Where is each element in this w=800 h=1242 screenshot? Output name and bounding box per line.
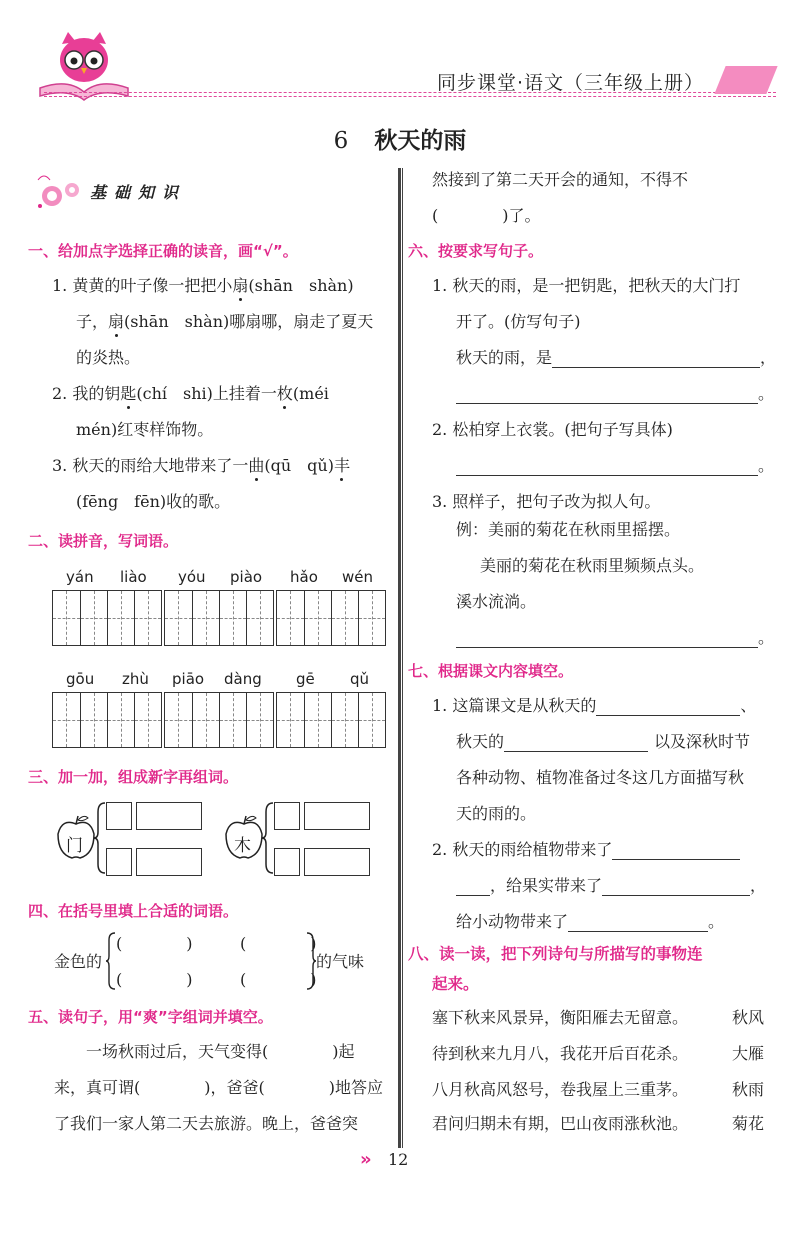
s6-q3-sentence: 溪水流淌。 [456, 592, 537, 611]
s6-q1-line-1: 1. 秋天的雨，是一把钥匙，把秋天的大门打 [432, 276, 741, 295]
section-4-title: 四、在括号里填上合适的词语。 [28, 902, 239, 920]
poem-3: 八月秋高风怒号，卷我屋上三重茅。 [432, 1080, 689, 1099]
right-brace-icon [306, 932, 316, 990]
s6-q1-answer-2 [456, 384, 774, 404]
writing-grid-6[interactable] [276, 692, 386, 748]
pinyin-gou: gōu [66, 670, 95, 688]
pinyin-piao2: piāo [172, 670, 205, 688]
s7-q2-b-post: ，给果实带来了 [490, 876, 603, 895]
blank-box-1a[interactable] [106, 802, 132, 830]
s6-q1-blank[interactable] [552, 351, 760, 368]
s1-line-5: mén)红枣样饰物。 [76, 420, 214, 439]
s6-q1-period: 。 [758, 384, 775, 403]
s4-paren-4: ( ) [240, 970, 317, 989]
s7-q2-blank-2[interactable] [456, 879, 490, 896]
s1-line-2: 子，扇(shān shàn)哪扇哪，扇走了夏天 [76, 312, 374, 331]
writing-grid-2[interactable] [164, 590, 274, 646]
flower-decoration-icon [30, 166, 90, 216]
blank-box-3b[interactable] [304, 802, 370, 830]
s6-q1-blank-2[interactable] [456, 387, 758, 404]
section-8-title-1: 八、读一读，把下列诗句与所描写的事物连 [408, 945, 703, 963]
lesson-number: 6 [333, 128, 349, 154]
pinyin-qu: qǔ [350, 670, 370, 688]
thing-wild-goose[interactable]: 大雁 [732, 1044, 765, 1063]
header-accent-tab [714, 66, 777, 94]
s1-line-3: 的炎热。 [76, 348, 141, 367]
s7-q2-blank-3[interactable] [602, 879, 750, 896]
s4-left-text: 金色的 [54, 952, 103, 971]
s7-q2-c [456, 912, 724, 932]
s7-q1-b [456, 732, 750, 752]
blank-box-2a[interactable] [106, 848, 132, 876]
s6-q2: 2. 松柏穿上衣裳。(把句子写具体) [432, 420, 673, 439]
pinyin-piao: piào [230, 568, 263, 586]
blank-box-2b[interactable] [136, 848, 202, 876]
s7-q1-c: 各种动物、植物准备过冬这几方面描写秋 [456, 768, 745, 787]
header-dashed-line-2 [44, 96, 776, 97]
s7-q1-d: 天的雨的。 [456, 804, 537, 823]
section-8-title-2: 起来。 [432, 975, 479, 993]
s7-q1-a-end: 、 [740, 696, 757, 715]
s6-example-2: 美丽的菊花在秋雨里频频点头。 [480, 556, 705, 575]
s6-q3-period: 。 [758, 628, 775, 647]
section-3-title: 三、加一加，组成新字再组词。 [28, 768, 239, 786]
s7-q2-b [456, 876, 766, 896]
char-mu: 木 [234, 836, 251, 856]
s7-q1-blank-2[interactable] [504, 735, 648, 752]
s5-line-3: 了我们一家人第二天去旅游。晚上，爸爸突 [54, 1114, 359, 1133]
pinyin-you: yóu [178, 568, 206, 586]
s7-q1-a-text: 1. 这篇课文是从秋天的 [432, 696, 597, 715]
page-arrow-icon: » [360, 1149, 372, 1170]
blank-box-3a[interactable] [274, 802, 300, 830]
basic-knowledge-label: 基础知识 [90, 183, 187, 202]
s6-q1-line-2: 开了。(仿写句子) [456, 312, 581, 331]
s4-paren-2: ( ) [240, 934, 317, 953]
pinyin-liao: liào [120, 568, 147, 586]
writing-grid-5[interactable] [164, 692, 274, 748]
s7-q2-blank-1[interactable] [612, 843, 740, 860]
section-7-title: 七、根据课文内容填空。 [408, 662, 574, 680]
s1-line-6: 3. 秋天的雨给大地带来了一曲(qū qǔ)丰 [52, 456, 350, 475]
thing-chrysanthemum[interactable]: 菊花 [732, 1114, 765, 1133]
writing-grid-3[interactable] [276, 590, 386, 646]
s6-q1-prefix: 秋天的雨，是 [456, 348, 553, 367]
left-brace-icon-3 [106, 932, 116, 990]
s6-q2-blank[interactable] [456, 459, 758, 476]
section-2-title: 二、读拼音，写词语。 [28, 532, 179, 550]
s7-q1-a [432, 696, 756, 716]
s7-q2-c-pre: 给小动物带来了 [456, 912, 569, 931]
rt-line-2: ( )了。 [432, 206, 541, 225]
series-title: 同步课堂·语文（三年级上册） [436, 72, 704, 94]
s7-q2-period: 。 [708, 912, 725, 931]
s4-paren-3: ( ) [116, 970, 193, 989]
s1-line-1: 1. 黄黄的叶子像一把把小扇(shān shàn) [52, 276, 354, 295]
s7-q2-blank-4[interactable] [568, 915, 708, 932]
s4-paren-1: ( ) [116, 934, 193, 953]
blank-box-4a[interactable] [274, 848, 300, 876]
s7-q1-b-pre: 秋天的 [456, 732, 505, 751]
s6-example-1: 例：美丽的菊花在秋雨里摇摆。 [456, 520, 681, 539]
lesson-title [0, 122, 800, 155]
s6-q3-blank[interactable] [456, 631, 758, 648]
blank-box-4b[interactable] [304, 848, 370, 876]
column-divider [398, 168, 401, 1148]
section-5-title: 五、读句子，用“爽”字组词并填空。 [28, 1008, 273, 1026]
char-men: 门 [66, 836, 83, 856]
left-brace-icon-2 [262, 802, 274, 874]
pinyin-zhu: zhù [122, 670, 149, 688]
s6-q3-answer [456, 628, 774, 648]
pinyin-wen: wén [342, 568, 374, 586]
writing-grid-4[interactable] [52, 692, 162, 748]
s6-q3: 3. 照样子，把句子改为拟人句。 [432, 492, 661, 511]
s7-q2-a [432, 840, 740, 860]
s6-q2-period: 。 [758, 456, 775, 475]
column-divider-thin [402, 168, 403, 1148]
writing-grid-1[interactable] [52, 590, 162, 646]
thing-autumn-wind[interactable]: 秋风 [732, 1008, 765, 1027]
s4-right-text: 的气味 [316, 952, 365, 971]
pinyin-ge: gē [296, 670, 315, 688]
s5-line-1: 一场秋雨过后，天气变得( )起 [86, 1042, 355, 1061]
s6-q1-comma: ， [760, 348, 777, 367]
s7-q1-b-post: 以及深秋时节 [654, 732, 751, 751]
s5-line-2: 来，真可谓( )，爸爸( )地答应 [54, 1078, 383, 1097]
page-number: 12 [388, 1150, 409, 1169]
poem-2: 待到秋来九月八，我花开后百花杀。 [432, 1044, 689, 1063]
thing-autumn-rain[interactable]: 秋雨 [732, 1080, 765, 1099]
s6-q1-answer [456, 348, 776, 368]
left-brace-icon [94, 802, 106, 874]
pinyin-dang: dàng [224, 670, 262, 688]
s1-line-7: (fēng fēn)收的歌。 [76, 492, 231, 511]
lesson-name: 秋天的雨 [374, 127, 467, 154]
pinyin-yan: yán [66, 568, 94, 586]
poem-1: 塞下秋来风景异，衡阳雁去无留意。 [432, 1008, 689, 1027]
s7-q1-blank-1[interactable] [596, 699, 740, 716]
s7-q2-a-text: 2. 秋天的雨给植物带来了 [432, 840, 613, 859]
s7-q2-comma: ， [750, 876, 767, 895]
section-1-title: 一、给加点字选择正确的读音，画“√”。 [28, 242, 298, 260]
poem-4: 君问归期未有期，巴山夜雨涨秋池。 [432, 1114, 689, 1133]
section-6-title: 六、按要求写句子。 [408, 242, 544, 260]
pinyin-hao: hǎo [290, 568, 318, 586]
blank-box-1b[interactable] [136, 802, 202, 830]
s1-line-4: 2. 我的钥匙(chí shi)上挂着一枚(méi [52, 384, 329, 403]
rt-line-1: 然接到了第二天开会的通知，不得不 [432, 170, 689, 189]
s6-q2-answer [456, 456, 774, 476]
